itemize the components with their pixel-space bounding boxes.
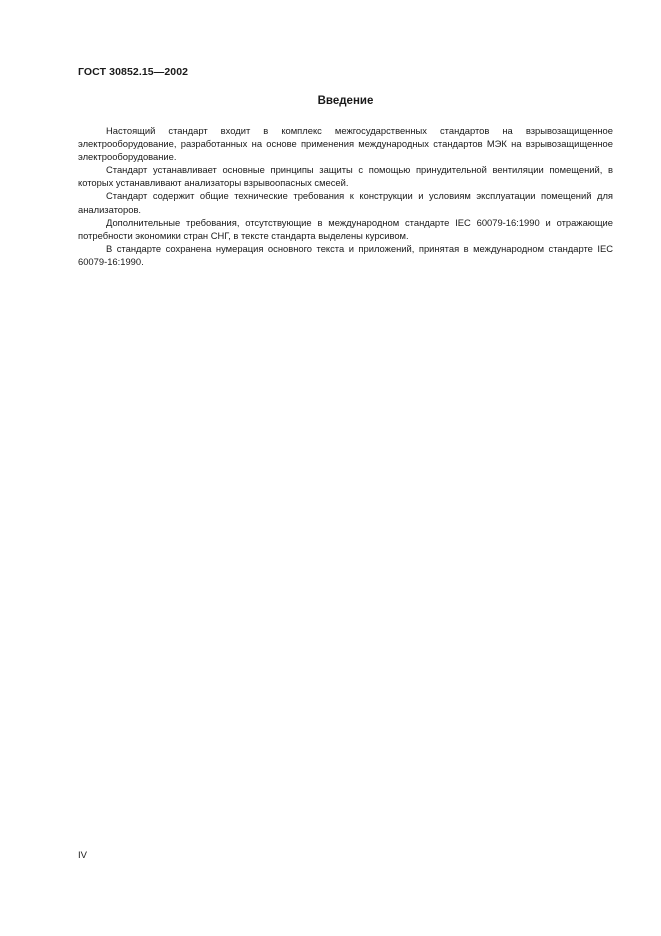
paragraph: Стандарт устанавливает основные принципы защиты с помощью принудительной вентиляции помещений, в которых устанавливают анализаторы взрывоопасных смесей.	[78, 164, 613, 189]
introduction-body	[78, 124, 613, 268]
document-code: ГОСТ 30852.15—2002	[78, 66, 189, 78]
paragraph: Настоящий стандарт входит в комплекс межгосударственных стандартов на взрывозащищенное электрооборудование, разработанных на основе применения международных стандартов МЭК на взрывозащищенное электрооборудование.	[78, 125, 613, 163]
page-number: IV	[78, 850, 87, 861]
paragraph: В стандарте сохранена нумерация основного текста и приложений, принятая в международном стандарте IEC 60079-16:1990.	[78, 242, 613, 267]
paragraph: Стандарт содержит общие технические требования к конструкции и условиям эксплуатации помещений для анализаторов.	[78, 190, 613, 215]
section-title: Введение	[317, 95, 374, 107]
paragraph: Дополнительные требования, отсутствующие в международном стандарте IEC 60079-16:1990 и отражающие потребности экономики стран СНГ, в тексте стандарта выделены курсивом.	[78, 216, 613, 241]
